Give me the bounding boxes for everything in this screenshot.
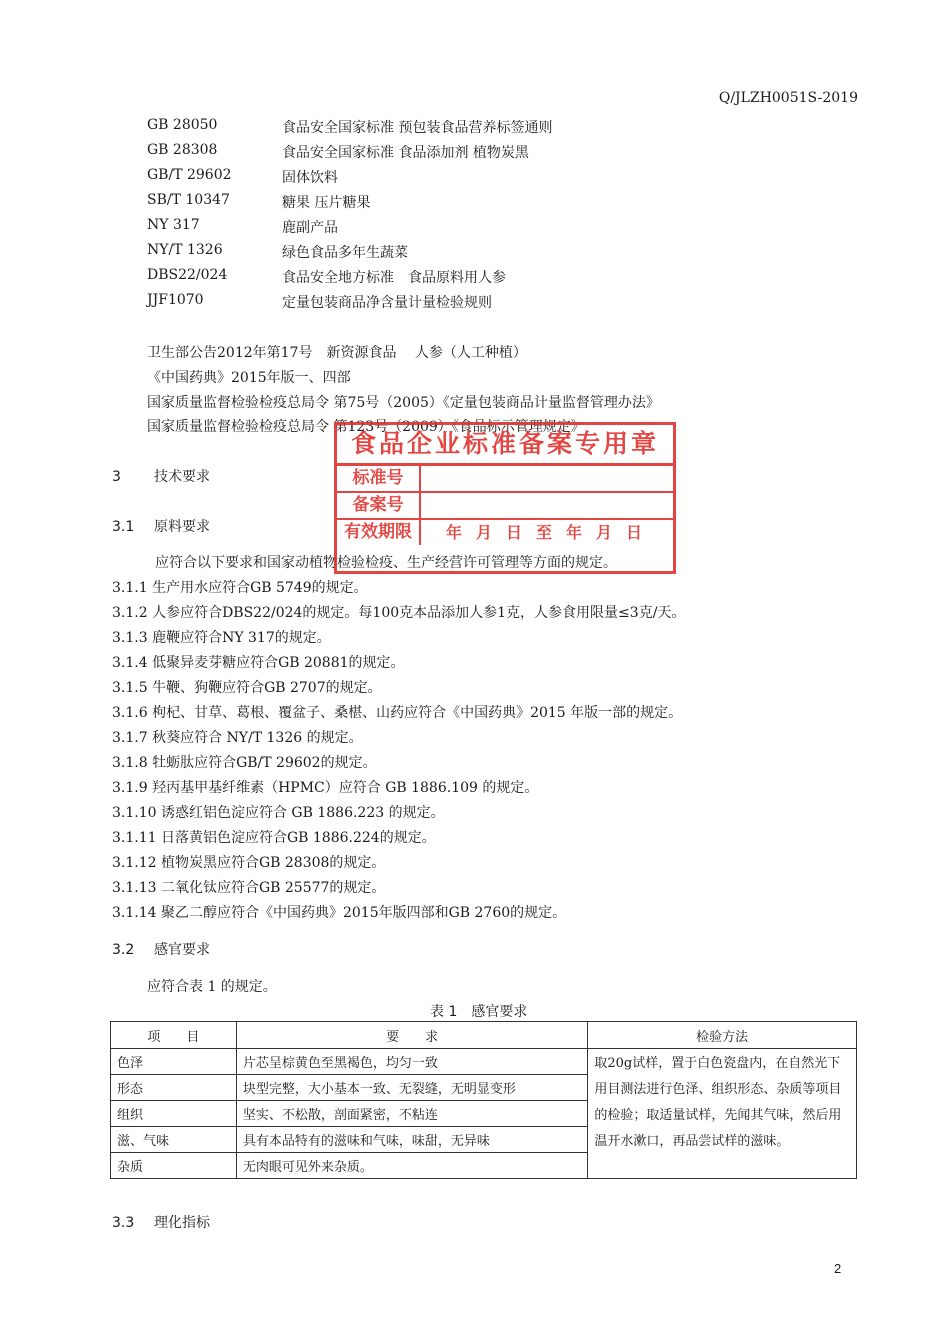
list-item: 3.1.8 牡蛎肽应符合GB/T 29602的规定。	[112, 755, 377, 771]
column-header: 项 目	[111, 1022, 237, 1049]
table-cell: 块型完整，大小基本一致、无裂缝，无明显变形	[236, 1075, 588, 1101]
stamp-value	[421, 493, 673, 518]
ref-code: NY/T 1326	[147, 242, 223, 258]
stamp-label: 标准号	[337, 466, 421, 491]
table-cell: 具有本品特有的滋味和气味，味甜，无异味	[236, 1127, 588, 1153]
other-ref: 国家质量监督检验检疫总局令 第75号（2005）《定量包装商品计量监督管理办法》	[147, 395, 660, 411]
section-3-2-heading	[112, 939, 210, 959]
list-item: 3.1.9 羟丙基甲基纤维素（HPMC）应符合 GB 1886.109 的规定。	[112, 780, 539, 796]
table-cell: 滋、气味	[111, 1127, 237, 1153]
table-cell: 色泽	[111, 1049, 237, 1075]
section-number: 3.1	[112, 519, 135, 535]
table-cell: 片芯呈棕黄色至黑褐色，均匀一致	[236, 1049, 588, 1075]
section-title: 原料要求	[154, 519, 210, 535]
section-title: 技术要求	[154, 469, 210, 485]
section-intro: 应符合以下要求和国家动植物检验检疫、生产经营许可管理等方面的规定。	[155, 555, 617, 571]
list-item: 3.1.13 二氧化钛应符合GB 25577的规定。	[112, 880, 386, 896]
ref-title: 食品安全地方标准 食品原料用人参	[282, 270, 506, 286]
stamp-label: 有效期限	[337, 520, 421, 545]
section-number: 3.3	[112, 1215, 135, 1231]
section-number: 3.2	[112, 942, 135, 958]
list-item: 3.1.12 植物炭黑应符合GB 28308的规定。	[112, 855, 386, 871]
stamp-row	[337, 466, 673, 493]
registration-stamp	[334, 422, 676, 574]
section-3-3-heading	[112, 1212, 210, 1232]
stamp-row	[337, 520, 673, 545]
other-ref: 国家质量监督检验检疫总局令 第123号（2009）《食品标示管理规定》	[147, 419, 585, 435]
other-ref: 卫生部公告2012年第17号 新资源食品 人参（人工种植）	[147, 345, 527, 361]
ref-code: SB/T 10347	[147, 192, 230, 208]
section-3-heading	[112, 466, 210, 486]
ref-code: GB/T 29602	[147, 167, 232, 183]
stamp-label: 备案号	[337, 493, 421, 518]
section-title: 感官要求	[154, 942, 210, 958]
list-item: 3.1.4 低聚异麦芽糖应符合GB 20881的规定。	[112, 655, 405, 671]
section-title: 理化指标	[154, 1215, 210, 1231]
ref-code: GB 28050	[147, 117, 218, 133]
ref-title: 定量包装商品净含量计量检验规则	[282, 295, 492, 311]
list-item: 3.1.5 牛鞭、狗鞭应符合GB 2707的规定。	[112, 680, 382, 696]
method-cell: 取20g试样，置于白色瓷盘内，在自然光下用目测法进行色泽、组织形态、杂质等项目的检验；取适量试样，先闻其气味，然后用温开水漱口，再品尝试样的滋味。	[588, 1049, 857, 1179]
list-item: 3.1.11 日落黄铝色淀应符合GB 1886.224的规定。	[112, 830, 436, 846]
column-header: 检验方法	[588, 1022, 857, 1049]
ref-title: 绿色食品多年生蔬菜	[282, 245, 408, 261]
ref-title: 固体饮料	[282, 170, 338, 186]
table-cell: 形态	[111, 1075, 237, 1101]
table-header-row	[111, 1022, 857, 1049]
list-item: 3.1.7 秋葵应符合 NY/T 1326 的规定。	[112, 730, 363, 746]
stamp-validity: 年月日至年月日	[445, 523, 656, 542]
section-3-1-heading	[112, 516, 210, 536]
ref-title: 食品安全国家标准 预包装食品营养标签通则	[282, 120, 553, 136]
ref-code: DBS22/024	[147, 267, 228, 283]
section-number: 3	[112, 469, 121, 485]
ref-title: 鹿副产品	[282, 220, 338, 236]
stamp-title: 食品企业标准备案专用章	[337, 425, 673, 466]
sensory-table	[110, 1021, 857, 1179]
page-number: 2	[834, 1261, 842, 1276]
list-item: 3.1.1 生产用水应符合GB 5749的规定。	[112, 580, 368, 596]
stamp-value	[421, 466, 673, 491]
doc-code: Q/JLZH0051S-2019	[718, 90, 858, 106]
table-cell: 无肉眼可见外来杂质。	[236, 1153, 588, 1179]
list-item: 3.1.10 诱惑红铝色淀应符合 GB 1886.223 的规定。	[112, 805, 445, 821]
table-cell: 坚实、不松散，剖面紧密，不粘连	[236, 1101, 588, 1127]
stamp-row	[337, 493, 673, 520]
other-ref: 《中国药典》2015年版一、四部	[147, 370, 351, 386]
list-item: 3.1.2 人参应符合DBS22/024的规定。每100克本品添加人参1克，人参食用限量≤3克/天。	[112, 605, 686, 621]
ref-code: GB 28308	[147, 142, 218, 158]
ref-title: 糖果 压片糖果	[282, 195, 371, 211]
section-intro: 应符合表 1 的规定。	[147, 979, 277, 995]
list-item: 3.1.3 鹿鞭应符合NY 317的规定。	[112, 630, 331, 646]
list-item: 3.1.14 聚乙二醇应符合《中国药典》2015年版四部和GB 2760的规定。	[112, 905, 567, 921]
list-item: 3.1.6 枸杞、甘草、葛根、覆盆子、桑椹、山药应符合《中国药典》2015 年版一部的规定。	[112, 705, 683, 721]
column-header: 要 求	[236, 1022, 588, 1049]
ref-code: JJF1070	[147, 292, 204, 308]
table-cell: 杂质	[111, 1153, 237, 1179]
ref-code: NY 317	[147, 217, 200, 233]
table-row	[111, 1049, 857, 1075]
ref-title: 食品安全国家标准 食品添加剂 植物炭黑	[282, 145, 529, 161]
table-cell: 组织	[111, 1101, 237, 1127]
table-caption: 表 1 感官要求	[430, 1004, 528, 1020]
